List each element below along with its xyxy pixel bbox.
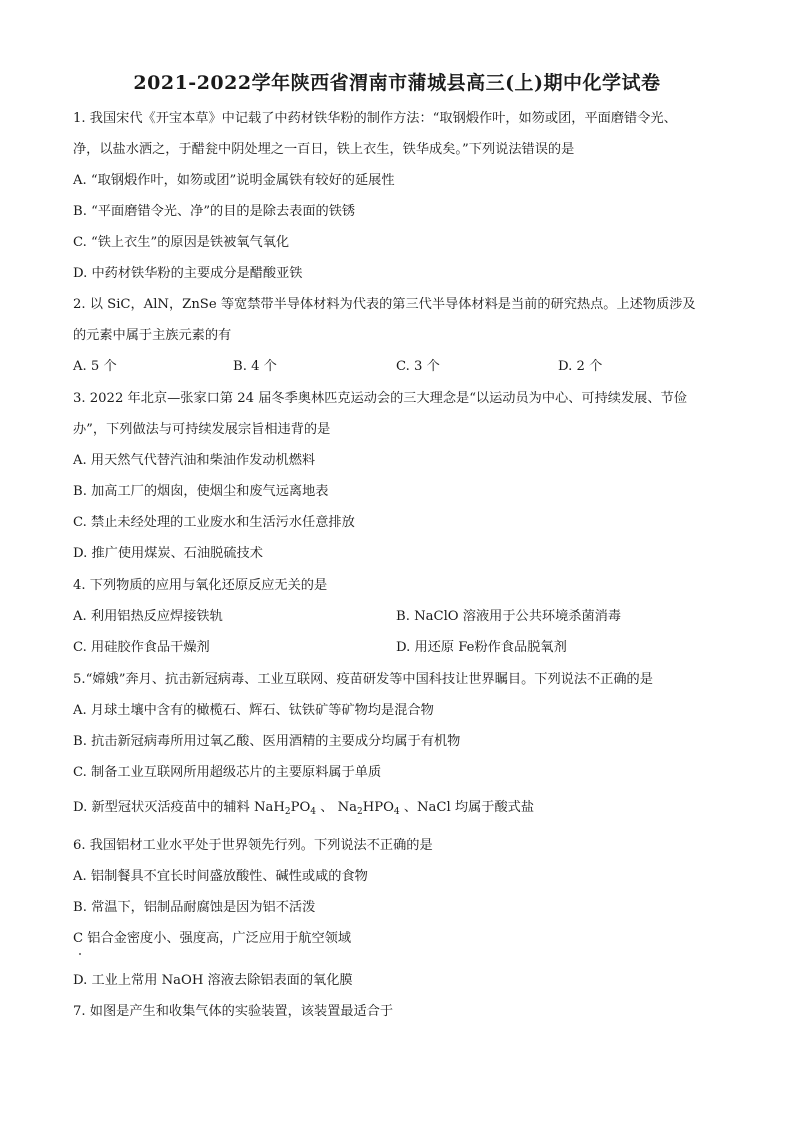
formula-subscript: 4 [310,807,316,817]
formula-na2hpo4 [338,800,400,815]
q5-option-d-prefix: D. 新型冠状灭活疫苗中的辅料 [73,800,254,815]
formula-part: NaH [253,800,285,815]
q7-stem: 7. 如图是产生和收集气体的实验装置，该装置最适合于 [73,1004,394,1019]
q1-stem-line2: 净，以盐水洒之，于醋瓮中阴处埋之一百日，铁上衣生，铁华成矣。”下列说法错误的是 [73,142,575,157]
stray-dot-mark [79,953,81,955]
q5-stem: 5.“嫦娥”奔月、抗击新冠病毒、工业互联网、疫苗研发等中国科技让世界瞩目。下列说法不正确的是 [73,672,653,687]
q2-stem-line2: 的元素中属于主族元素的有 [73,328,232,343]
q1-option-b: B. “平面磨错令光、净”的目的是除去表面的铁锈 [73,204,356,219]
separator: 、 [316,800,338,815]
q6-option-d: D. 工业上常用 NaOH 溶液去除铝表面的氧化膜 [73,973,353,988]
q3-option-d: D. 推广使用煤炭、石油脱硫技术 [73,546,263,561]
q1-option-a: A. “取钢煅作叶，如笏或团”说明金属铁有较好的延展性 [73,173,395,188]
q5-option-b: B. 抗击新冠病毒所用过氧乙酸、医用酒精的主要成分均属于有机物 [73,734,461,749]
formula-part: Na [337,800,357,815]
q2-option-b: B. 4 个 [233,359,277,374]
q2-option-c: C. 3 个 [396,359,440,374]
q3-option-b: B. 加高工厂的烟囱，使烟尘和废气远离地表 [73,484,329,499]
q4-option-c: C. 用硅胶作食品干燥剂 [73,640,210,655]
q6-stem: 6. 我国铝材工业水平处于世界领先行列。下列说法不正确的是 [73,838,433,853]
q6-option-c: C 铝合金密度小、强度高，广泛应用于航空领域 [73,931,352,946]
q2-option-d: D. 2 个 [558,359,603,374]
formula-part: PO [290,800,311,815]
q3-option-a: A. 用天然气代替汽油和柴油作发动机燃料 [73,453,316,468]
q6-option-b: B. 常温下，铝制品耐腐蚀是因为铝不活泼 [73,900,316,915]
q3-option-c: C. 禁止未经处理的工业废水和生活污水任意排放 [73,515,355,530]
q3-stem-line2: 办”，下列做法与可持续发展宗旨相违背的是 [73,422,331,437]
q4-option-b: B. NaClO 溶液用于公共环境杀菌消毒 [396,609,622,624]
q3-stem-line1: 3. 2022 年北京—张家口第 24 届冬季奥林匹克运动会的三大理念是“以运动员为中心、可持续发展、节俭 [73,391,687,406]
formula-subscript: 2 [284,807,291,817]
q2-stem-line1: 2. 以 SiC，AlN，ZnSe 等宽禁带半导体材料为代表的第三代半导体材料是当前的研究热点。上述物质涉及 [73,297,696,312]
q1-option-c: C. “铁上衣生”的原因是铁被氧气氧化 [73,235,290,250]
q4-option-a: A. 利用铝热反应焊接铁轨 [73,609,223,624]
q4-stem: 4. 下列物质的应用与氧化还原反应无关的是 [73,578,328,593]
q2-option-a: A. 5 个 [73,359,117,374]
q1-stem-line1: 1. 我国宋代《开宝本草》中记载了中药材铁华粉的制作方法：“取钢煅作叶，如笏或团，平面磨错令光、 [73,111,677,126]
formula-nah2po4 [254,800,316,815]
q4-option-d: D. 用还原 Fe粉作食品脱氧剂 [396,640,567,655]
formula-part: HPO [362,800,394,815]
q5-option-d [73,799,534,817]
q1-option-d: D. 中药材铁华粉的主要成分是醋酸亚铁 [73,266,303,281]
q5-option-d-suffix: 、NaCl 均属于酸式盐 [399,800,535,815]
formula-subscript: 4 [393,807,400,817]
q6-option-a: A. 铝制餐具不宜长时间盛放酸性、碱性或咸的食物 [73,869,368,884]
q5-option-a: A. 月球土壤中含有的橄榄石、辉石、钛铁矿等矿物均是混合物 [73,703,434,718]
formula-subscript: 2 [356,807,363,817]
page-title: 2021-2022学年陕西省渭南市蒲城县高三(上)期中化学试卷 [133,72,661,94]
q5-option-c: C. 制备工业互联网所用超级芯片的主要原料属于单质 [73,765,382,780]
